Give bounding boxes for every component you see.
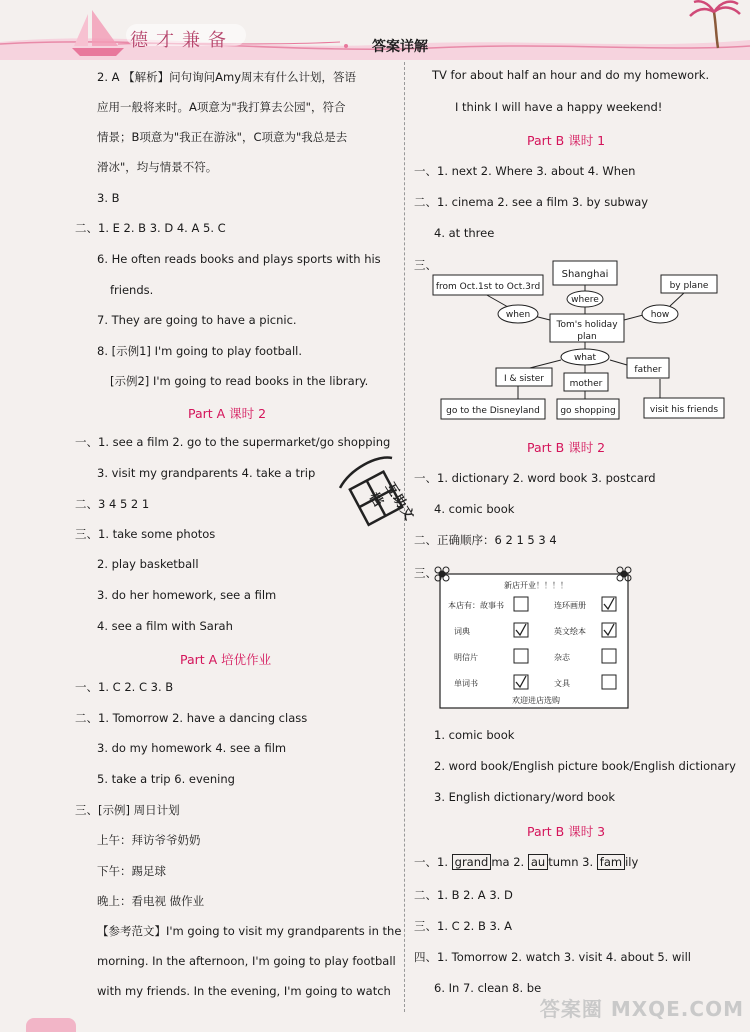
answer-line: 4. comic book (434, 502, 515, 516)
watermark: 答案圈 MXQE.COM (539, 997, 744, 1021)
answer-line: 滑冰"，均与情景不符。 (97, 160, 218, 174)
node-visit-friends: visit his friends (649, 405, 719, 415)
node-sister: I & sister (503, 374, 545, 384)
shop-item: 连环画册 (554, 601, 586, 610)
answer-line: 3. visit my grandparents 4. take a trip (97, 466, 316, 480)
section-title: Part B 课时 3 (527, 824, 606, 839)
answer-line: 6. In 7. clean 8. be (434, 981, 542, 995)
page-corner-tab (26, 1018, 76, 1032)
checkbox-storybook (514, 597, 528, 611)
checkbox-postcard (514, 649, 528, 663)
answer-line: 应用一般将来时。A项意为"我打算去公园"，符合 (97, 100, 346, 114)
answer-line: 二、3 4 5 2 1 (75, 497, 150, 511)
answer-line: 3. do her homework, see a film (97, 588, 277, 602)
node-when: when (505, 310, 531, 320)
answer-line: friends. (110, 283, 154, 297)
answer-line: 晚上：看电视 做作业 (97, 894, 205, 908)
shop-item: 明信片 (454, 653, 478, 662)
node-how: how (650, 310, 670, 320)
section-title: Part A 培优作业 (180, 652, 272, 667)
shop-title: 新店开业！！！！ (504, 581, 568, 590)
answer-text: tumn 3. (548, 855, 594, 869)
answer-line: 二、1. B 2. A 3. D (414, 888, 513, 902)
answer-line: 三、 (414, 566, 437, 580)
answer-line-boxed (414, 855, 638, 869)
header-band (0, 0, 750, 60)
answer-line: 3. English dictionary/word book (434, 790, 616, 804)
answer-text: 一、1. (414, 855, 448, 869)
node-transport: by plane (669, 281, 709, 291)
section-title: Part A 课时 2 (188, 406, 267, 421)
answer-line: TV for about half an hour and do my homework. (432, 68, 710, 82)
answer-line: 三、1. C 2. B 3. A (414, 919, 512, 933)
answer-line: [示例2] I'm going to read books in the library. (110, 374, 369, 388)
boxed-letters: grand (452, 854, 492, 870)
node-father: father (634, 365, 662, 375)
answer-line: 情景；B项意为"我正在游泳"，C项意为"我总是去 (97, 130, 348, 144)
logo-text: 德才兼备 (130, 30, 234, 51)
shop-item: 英文绘本 (554, 627, 586, 636)
answer-line: 7. They are going to have a picnic. (97, 313, 297, 327)
boxed-letters: fam (597, 854, 625, 870)
node-center-line2: plan (577, 332, 597, 342)
shop-footer: 欢迎进店选购 (512, 696, 560, 705)
palm-tree-icon (690, 1, 740, 48)
shop-item: 文具 (554, 679, 570, 688)
checkbox-stationery (602, 675, 616, 689)
answer-line: 下午：踢足球 (97, 864, 166, 878)
header-title: 答案详解 (372, 39, 428, 55)
node-center-line1: Tom's holiday (556, 320, 618, 330)
answer-line: 5. take a trip 6. evening (97, 772, 235, 786)
holiday-mind-map (430, 252, 730, 422)
answer-text: ily (625, 855, 639, 869)
logo (70, 6, 370, 64)
answer-line: 1. comic book (434, 728, 515, 742)
answer-line: 4. see a film with Sarah (97, 619, 233, 633)
shop-item: 单词书 (454, 679, 478, 688)
answer-line: 上午：拜访爷爷奶奶 (97, 833, 201, 847)
answer-line: 二、正确顺序：6 2 1 5 3 4 (414, 533, 557, 547)
answer-line: 2. play basketball (97, 557, 199, 571)
answer-line: 一、1. see a film 2. go to the supermarket/go shopping (75, 435, 391, 449)
answer-line: 二、1. cinema 2. see a film 3. by subway (414, 195, 649, 209)
answer-line: with my friends. In the evening, I'm going to watch (97, 984, 391, 998)
section-title: Part B 课时 1 (527, 133, 606, 148)
checkbox-magazine (602, 649, 616, 663)
answer-line: 一、1. dictionary 2. word book 3. postcard (414, 471, 656, 485)
answer-line: 二、1. E 2. B 3. D 4. A 5. C (75, 221, 226, 235)
answer-line: 三、1. take some photos (75, 527, 216, 541)
answer-line: 三、 (414, 258, 437, 272)
stamp (336, 448, 448, 536)
node-where: where (571, 295, 599, 305)
answer-line: 三、[示例] 周日计划 (75, 803, 180, 817)
answer-line: 2. word book/English picture book/English dictionary (434, 759, 736, 773)
node-mother: mother (569, 379, 603, 389)
node-date: from Oct.1st to Oct.3rd (435, 282, 541, 292)
answer-line: 4. at three (434, 226, 495, 240)
answer-line: 【参考范文】I'm going to visit my grandparents in the (97, 924, 402, 938)
node-shanghai: Shanghai (561, 269, 609, 280)
answer-line: 一、1. C 2. C 3. B (75, 680, 174, 694)
column-divider (404, 62, 405, 1012)
node-shopping: go shopping (560, 406, 616, 416)
answer-line: morning. In the afternoon, I'm going to play football (97, 954, 396, 968)
answer-line: 二、1. Tomorrow 2. have a dancing class (75, 711, 308, 725)
answer-line: 四、1. Tomorrow 2. watch 3. visit 4. about 5. will (414, 950, 691, 964)
answer-line: 2. A 【解析】问句询问Amy周末有什么计划，答语 (97, 70, 357, 84)
shop-item: 本店有：故事书 (448, 601, 504, 610)
answer-line: 3. do my homework 4. see a film (97, 741, 287, 755)
answer-line: 一、1. next 2. Where 3. about 4. When (414, 164, 636, 178)
section-title: Part B 课时 2 (527, 440, 606, 455)
answer-line: I think I will have a happy weekend! (455, 100, 663, 114)
node-disneyland: go to the Disneyland (446, 406, 540, 416)
node-what: what (573, 353, 597, 363)
answer-line: 8. [示例1] I'm going to play football. (97, 344, 302, 358)
shop-item: 杂志 (554, 653, 570, 662)
boxed-letters: au (528, 854, 548, 870)
answer-line: 3. B (97, 191, 120, 205)
shop-item: 词典 (454, 627, 470, 636)
answer-line: 6. He often reads books and plays sports with his (97, 252, 381, 266)
answer-text: ma 2. (491, 855, 525, 869)
new-shop-notice (434, 564, 634, 710)
stamp-text: 互助文档 (365, 480, 417, 524)
